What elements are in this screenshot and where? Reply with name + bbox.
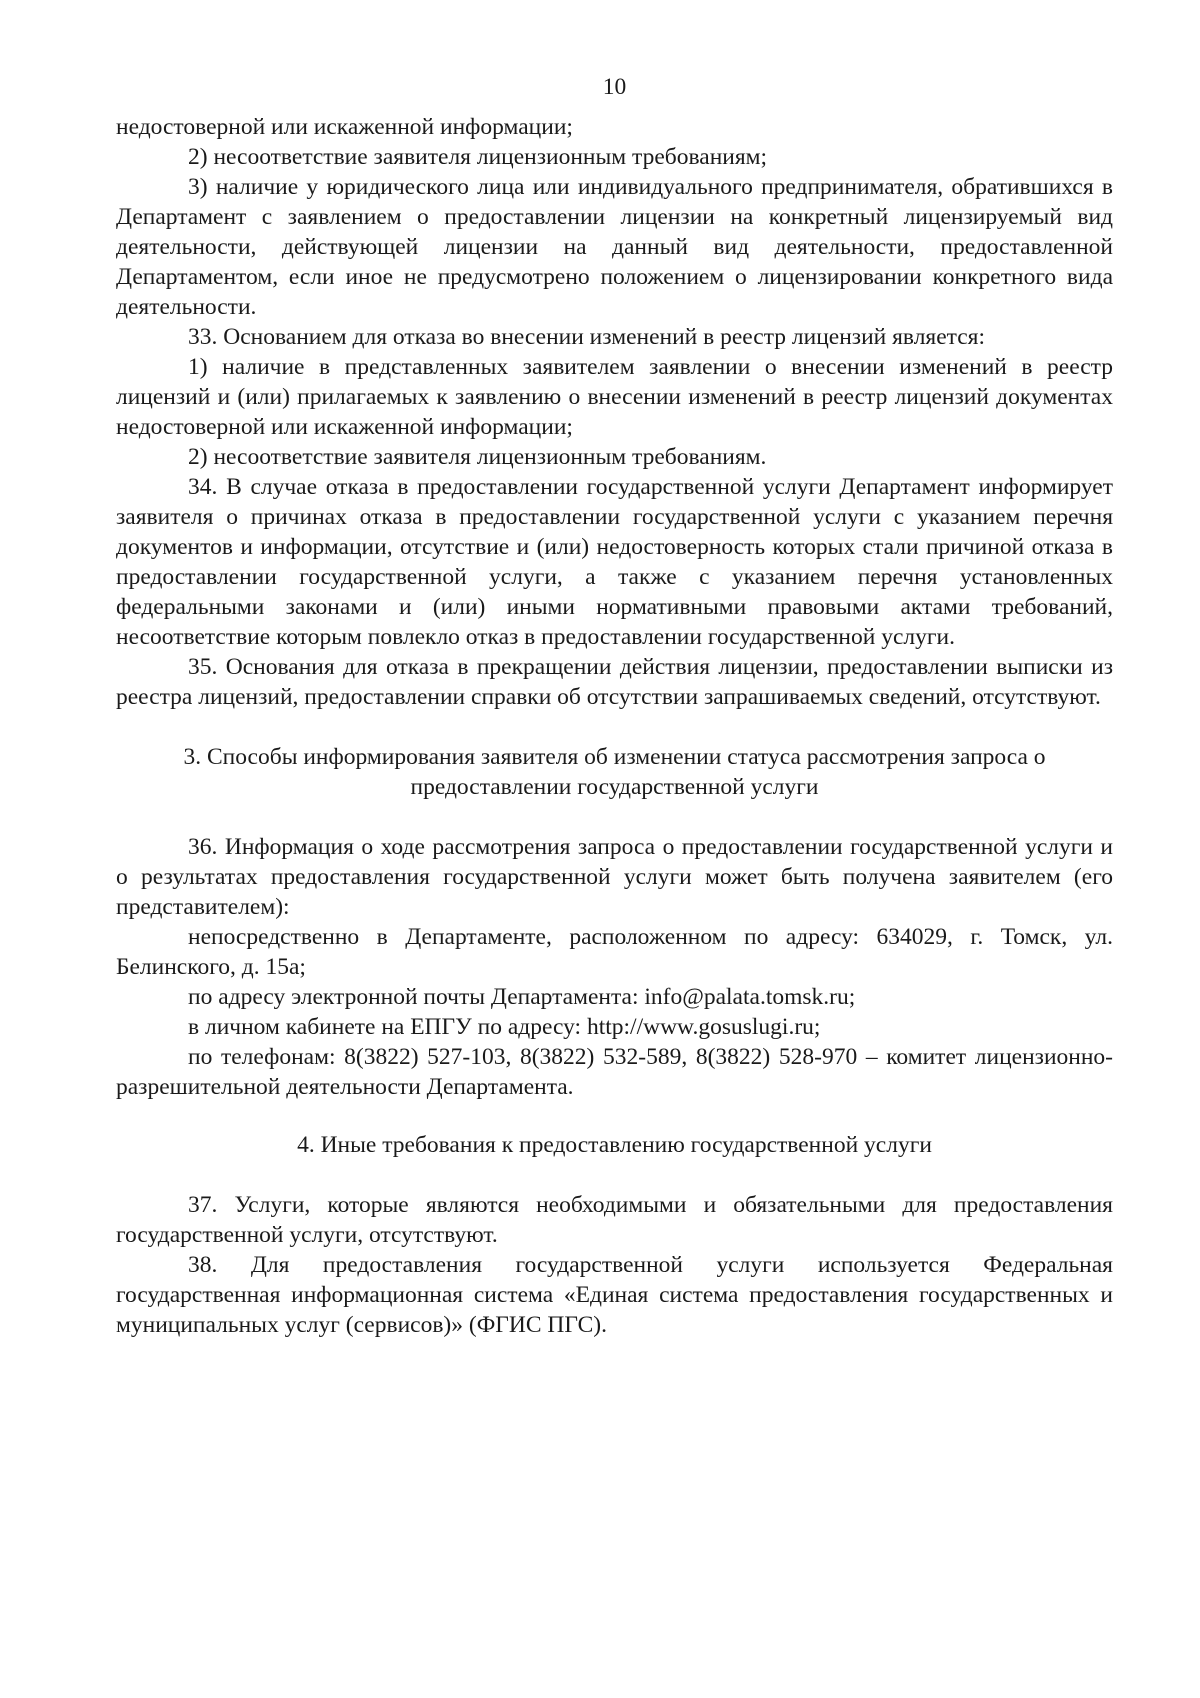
paragraph-continuation: недостоверной или искаженной информации;: [116, 114, 573, 140]
paragraph-36-address: непосредственно в Департаменте, расположенном по адресу: 634029, г. Томск, ул. Белинского, д. 15а;: [116, 924, 1113, 980]
section-3-heading: [116, 742, 1113, 802]
paragraph-33-item-2: 2) несоответствие заявителя лицензионным требованиям.: [188, 444, 767, 470]
paragraph-36-phones: по телефонам: 8(3822) 527-103, 8(3822) 532-589, 8(3822) 528-970 – комитет лицензионно-разрешительной деятельности Департамента.: [116, 1044, 1113, 1100]
paragraph-36-epgu: в личном кабинете на ЕПГУ по адресу: http://www.gosuslugi.ru;: [188, 1014, 821, 1040]
section-3-heading-line-2: предоставлении государственной услуги: [410, 774, 819, 800]
paragraph-33: 33. Основанием для отказа во внесении изменений в реестр лицензий является:: [188, 324, 985, 350]
paragraph-33-item-1: 1) наличие в представленных заявителем заявлении о внесении изменений в реестр лицензий и (или) прилагаемых к заявлению о внесении изменений в реестр лицензий документах недостоверной или искаженной информации;: [116, 354, 1113, 440]
paragraph-34: 34. В случае отказа в предоставлении государственной услуги Департамент информирует заявителя о причинах отказа в предоставлении государственной услуги с указанием перечня документов и информации, отсутствие и (или) недостоверность которых стали причиной отказа в предоставлении государственной услуги, а также с указанием перечня установленных федеральными законами и (или) иными нормативными правовыми актами требований, несоответствие которым повлекло отказ в предоставлении государственной услуги.: [116, 474, 1113, 650]
document-page: [116, 70, 1113, 1340]
paragraph-36-email: по адресу электронной почты Департамента: info@palata.tomsk.ru;: [188, 984, 856, 1010]
paragraph-32-item-2: 2) несоответствие заявителя лицензионным требованиям;: [188, 144, 768, 170]
section-4-heading: 4. Иные требования к предоставлению государственной услуги: [297, 1132, 932, 1158]
paragraph-37: 37. Услуги, которые являются необходимыми и обязательными для предоставления государственной услуги, отсутствуют.: [116, 1192, 1113, 1248]
paragraph-32-item-3: 3) наличие у юридического лица или индивидуального предпринимателя, обратившихся в Департамент с заявлением о предоставлении лицензии на конкретный лицензируемый вид деятельности, действующей лицензии на данный вид деятельности, предоставленной Департаментом, если иное не предусмотрено положением о лицензировании конкретного вида деятельности.: [116, 174, 1113, 320]
section-3-heading-line-1: 3. Способы информирования заявителя об изменении статуса рассмотрения запроса о: [183, 744, 1046, 770]
paragraph-38: 38. Для предоставления государственной услуги используется Федеральная государственная информационная система «Единая система предоставления государственных и муниципальных услуг (сервисов)» (ФГИС ПГС).: [116, 1252, 1113, 1338]
paragraph-36: 36. Информация о ходе рассмотрения запроса о предоставлении государственной услуги и о результатах предоставления государственной услуги может быть получена заявителем (его представителем):: [116, 834, 1113, 920]
paragraph-35: 35. Основания для отказа в прекращении действия лицензии, предоставлении выписки из реестра лицензий, предоставлении справки об отсутствии запрашиваемых сведений, отсутствуют.: [116, 654, 1113, 710]
page-number: 10: [602, 74, 627, 100]
